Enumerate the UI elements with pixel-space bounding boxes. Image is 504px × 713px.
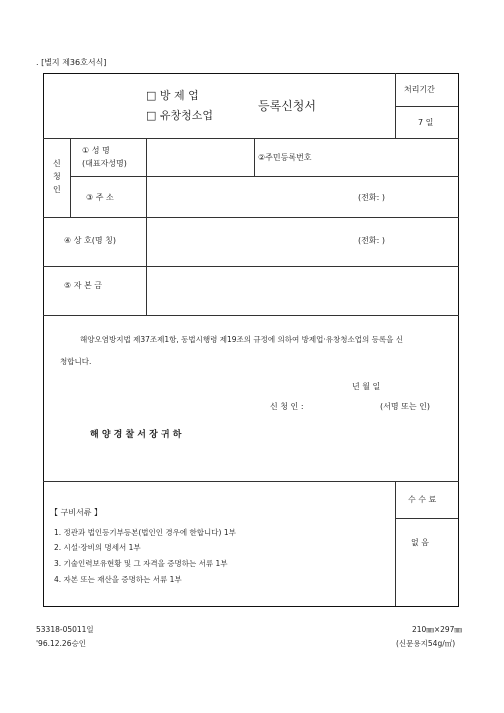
address-label: ③ 주 소 [86,193,114,202]
name-regno-divider [254,138,255,176]
date-line: 년 월 일 [352,382,381,391]
approval-date: '96.12.26승인 [36,639,86,648]
trade-name-label: ④ 상 호(명 칭) [64,236,116,245]
addressee: 해 양 경 찰 서 장 귀 하 [90,430,182,440]
statement-line-2: 청합니다. [60,357,92,366]
fee-label: 수 수 료 [408,495,437,504]
fee-value: 없 음 [411,538,429,547]
document-item-2: 2. 시설·장비의 명세서 1부 [54,543,141,552]
label-column-divider [146,138,147,316]
header-bottom [43,138,459,139]
regno-label: ②주민등록번호 [258,153,312,162]
paper-type: (신문용지54g/㎡) [396,639,456,648]
name-label: ① 성 명 [82,146,110,155]
signature-note: (서명 또는 인) [380,402,430,411]
form-code: 53318-05011일 [36,625,94,634]
applicant-side-divider [70,138,71,217]
document-item-4: 4. 자본 또는 재산을 증명하는 서류 1부 [54,575,182,584]
fee-label-divider [396,518,458,519]
frame-right [458,73,459,607]
applicant-sign-label: 신 청 인 : [270,402,304,411]
trade-name-phone: (전화: ) [358,236,385,245]
processing-value: 7 일 [418,118,434,127]
address-phone: (전화: ) [358,193,385,202]
document-item-3: 3. 기술인력보유현황 및 그 자격을 증명하는 서류 1부 [54,559,228,568]
address-row-bottom [43,217,459,218]
frame-bottom [43,606,459,607]
documents-title: 【 구비서류 】 [50,508,102,517]
document-item-1: 1. 정관과 법인등기부등본(법인인 경우에 한합니다) 1부 [54,528,236,537]
trade-row-bottom [43,266,459,267]
option-tank-cleaning: □ 유창청소업 [146,109,214,122]
applicant-side-2: 청 [53,172,61,181]
name-sub-label: (대표자성명) [82,159,127,168]
applicant-side-1: 신 [53,159,61,168]
statement-line-1: 해양오염방지법 제37조제1항, 동법시행령 제19조의 규정에 의하여 방제업·유창청소업의 등록을 신 [80,335,404,344]
frame-top [43,73,459,74]
name-row-bottom [71,176,459,177]
option-prevention: □ 방 제 업 [146,89,199,102]
documents-top [43,481,459,482]
capital-row-bottom [43,315,459,316]
form-number: . [별지 제36호서식] [36,58,107,67]
paper-size: 210㎜×297㎜ [412,625,462,634]
fee-divider [395,481,396,606]
processing-divider [396,106,458,107]
frame-left [43,73,44,607]
processing-label: 처리기간 [404,85,435,94]
form-title: 등록신청서 [258,99,316,113]
applicant-side-3: 인 [53,185,61,194]
capital-label: ⑤ 자 본 금 [64,281,102,290]
